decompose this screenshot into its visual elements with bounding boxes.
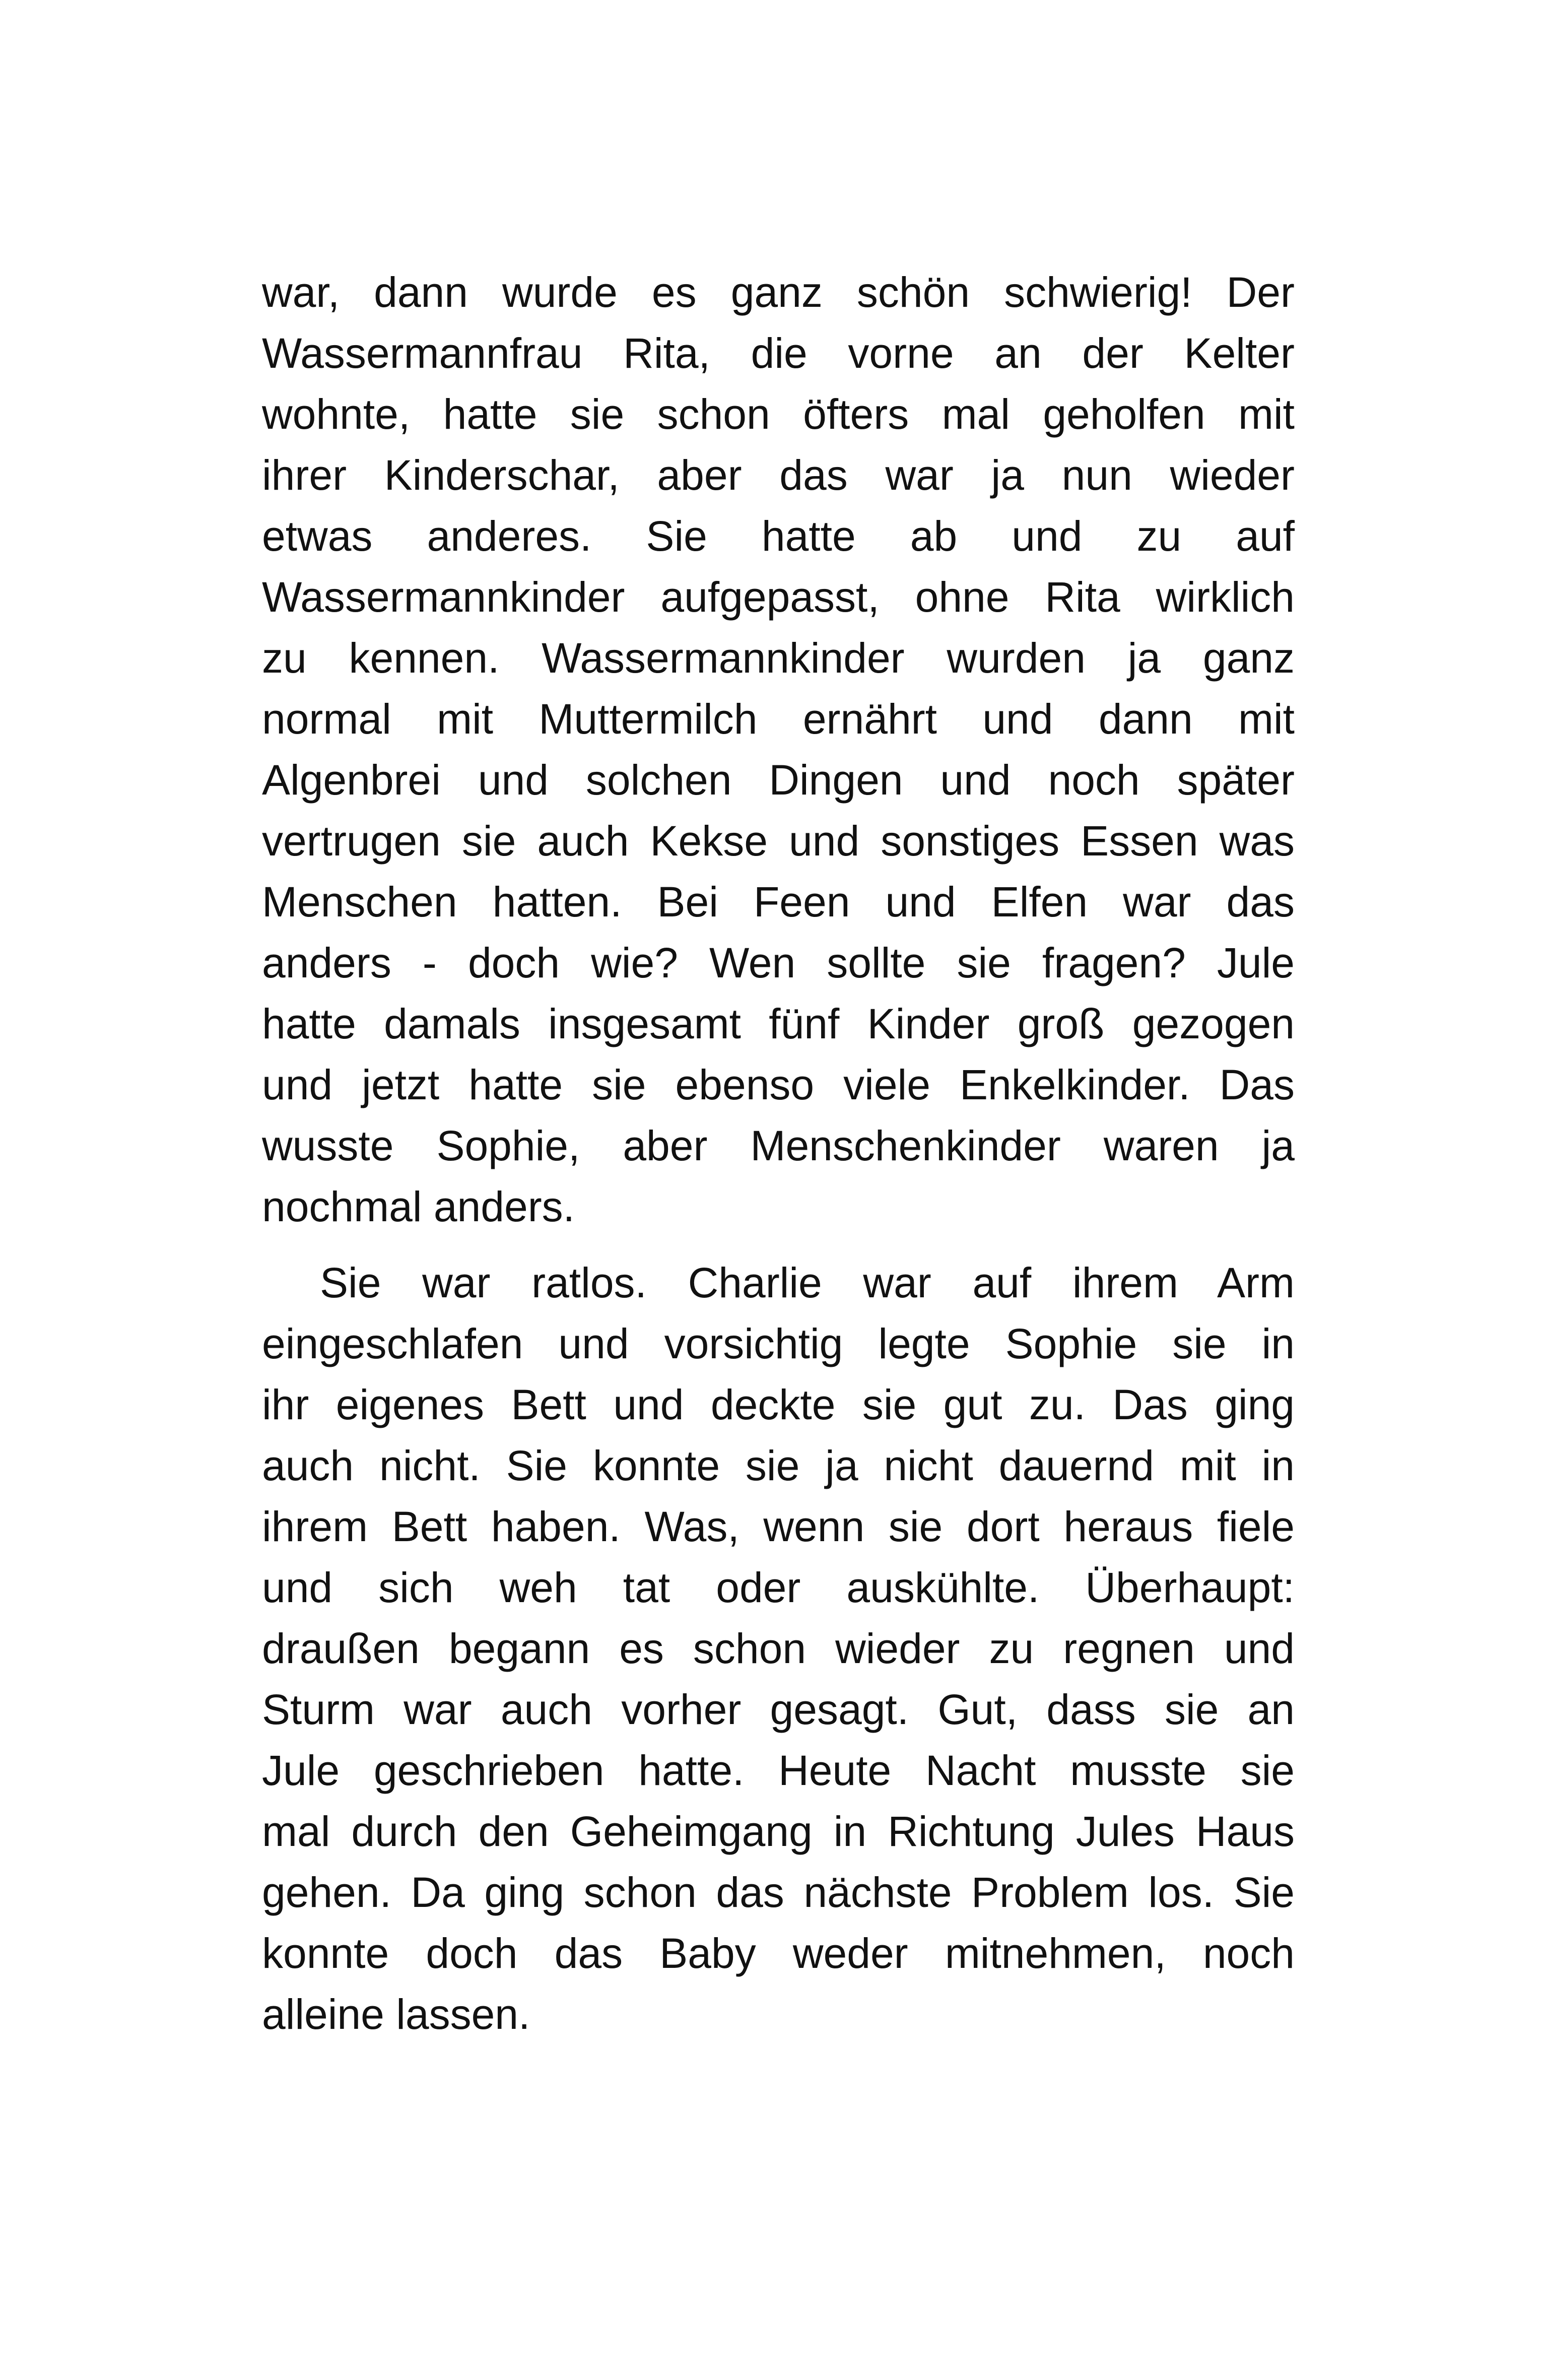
text-line: Algenbrei und solchen Dingen und noch später	[262, 756, 1295, 804]
text-line: ihr eigenes Bett und deckte sie gut zu. Das ging	[262, 1381, 1295, 1428]
text-line: konnte doch das Baby weder mitnehmen, noch	[262, 1930, 1295, 1977]
text-line: anders - doch wie? Wen sollte sie fragen? Jule	[262, 939, 1295, 986]
text-line: mal durch den Geheimgang in Richtung Jules Haus	[262, 1808, 1295, 1855]
text-line: Jule geschrieben hatte. Heute Nacht musste sie	[262, 1747, 1295, 1794]
paragraph-1	[262, 262, 1295, 1237]
text-line: und sich weh tat oder auskühlte. Überhaupt:	[262, 1564, 1295, 1611]
text-line: hatte damals insgesamt fünf Kinder groß gezogen	[262, 1000, 1295, 1047]
text-line: nochmal anders.	[262, 1183, 575, 1230]
text-line: Wassermannkinder aufgepasst, ohne Rita wirklich	[262, 573, 1295, 621]
text-line: und jetzt hatte sie ebenso viele Enkelkinder. Das	[262, 1061, 1295, 1108]
text-line: Sturm war auch vorher gesagt. Gut, dass sie an	[262, 1686, 1295, 1733]
text-line: wusste Sophie, aber Menschenkinder waren ja	[262, 1122, 1295, 1169]
text-line: vertrugen sie auch Kekse und sonstiges Essen was	[262, 817, 1295, 865]
body-text	[262, 262, 1295, 2045]
text-line: auch nicht. Sie konnte sie ja nicht dauernd mit in	[262, 1442, 1295, 1489]
text-line: Wassermannfrau Rita, die vorne an der Kelter	[262, 329, 1295, 377]
text-line: draußen begann es schon wieder zu regnen und	[262, 1625, 1295, 1672]
text-line: war, dann wurde es ganz schön schwierig! Der	[262, 269, 1295, 316]
paragraph-gap	[262, 1237, 1295, 1252]
text-line: ihrem Bett haben. Was, wenn sie dort heraus fiele	[262, 1503, 1295, 1550]
text-line: zu kennen. Wassermannkinder wurden ja ganz	[262, 634, 1295, 682]
text-line: wohnte, hatte sie schon öfters mal geholfen mit	[262, 390, 1295, 438]
text-line: Menschen hatten. Bei Feen und Elfen war das	[262, 878, 1295, 925]
text-line: alleine lassen.	[262, 1991, 530, 2038]
text-line: Sie war ratlos. Charlie war auf ihrem Arm	[320, 1259, 1295, 1306]
paragraph-2	[262, 1252, 1295, 2045]
text-line: normal mit Muttermilch ernährt und dann mit	[262, 695, 1295, 743]
text-line: ihrer Kinderschar, aber das war ja nun wieder	[262, 451, 1295, 499]
text-line: gehen. Da ging schon das nächste Problem los. Sie	[262, 1869, 1295, 1916]
text-line: etwas anderes. Sie hatte ab und zu auf	[262, 512, 1295, 560]
text-line: eingeschlafen und vorsichtig legte Sophie sie in	[262, 1320, 1295, 1367]
